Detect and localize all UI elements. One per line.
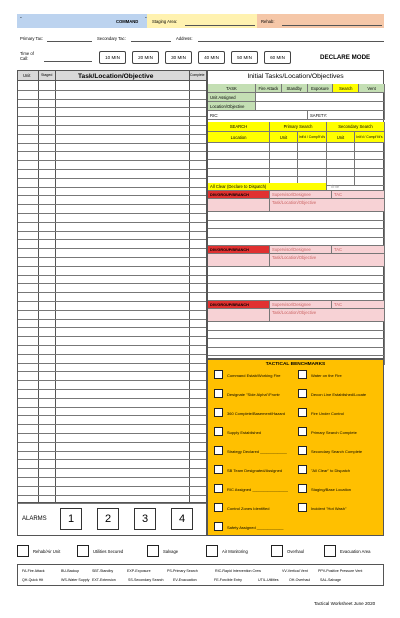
search-row (208, 160, 270, 169)
left-vline-2 (55, 71, 56, 502)
search-row (298, 143, 327, 152)
search-row (355, 143, 385, 152)
legend-item: PS-Primary Search (167, 569, 198, 573)
benchmark-checkbox[interactable] (214, 389, 223, 398)
checklist-checkbox[interactable] (271, 545, 283, 557)
checklist-checkbox[interactable] (206, 545, 218, 557)
legend-item: QH-Quick Hit (22, 578, 44, 582)
task-col-fire-attack: Fire Attack (256, 84, 282, 93)
div-row (208, 229, 385, 238)
table-row[interactable] (18, 486, 206, 487)
secondary-tac-line[interactable] (131, 41, 171, 42)
alarms-label: ALARMS (22, 516, 47, 522)
rehab-line[interactable] (282, 25, 382, 26)
search-row (298, 169, 327, 178)
timer-60-button[interactable]: 60 MIN (264, 51, 291, 64)
legend-item: WS-Water Supply (61, 578, 90, 582)
checklist-label: Overhaul (287, 549, 304, 554)
search-row (270, 143, 298, 152)
task-col-exposure: Exposure (308, 84, 334, 93)
div-row (208, 339, 385, 348)
benchmark-label: Supply Established (227, 430, 262, 435)
safety-cell: SAFETY: (308, 111, 385, 120)
table-row[interactable] (18, 266, 206, 267)
div-row (208, 212, 385, 221)
timer-30-button[interactable]: 30 MIN (165, 51, 192, 64)
staging-label: Staging Area: (152, 19, 178, 24)
checklist-label: Air Monitoring (222, 549, 248, 554)
div-blank (208, 199, 270, 212)
table-row[interactable] (18, 222, 206, 223)
table-row[interactable] (18, 433, 206, 434)
address-line[interactable] (198, 41, 384, 42)
task-col-search: Search (333, 84, 359, 93)
legend-item: OH-Overhaul (289, 578, 311, 582)
benchmark-checkbox[interactable] (298, 427, 307, 436)
benchmark-checkbox[interactable] (298, 370, 307, 379)
search-row (355, 169, 385, 178)
time-of-call-label: Time of Call: (20, 51, 34, 62)
table-row[interactable] (18, 90, 206, 91)
table-row[interactable] (18, 160, 206, 161)
table-row[interactable] (18, 143, 206, 144)
timer-40-button[interactable]: 40 MIN (198, 51, 225, 64)
all-clear: All Clear (Declare to Dispatch) (208, 183, 327, 191)
table-row[interactable] (18, 415, 206, 416)
left-vline-3 (189, 71, 190, 502)
benchmark-label: Control Zones Identified (227, 506, 270, 511)
legend-item: SS-Secondary Search (128, 578, 164, 582)
search-row (327, 169, 355, 178)
command-label: COMMAND (116, 19, 139, 24)
checklist-label: Rehab/Air Unit (33, 549, 61, 554)
location-objective-value (256, 102, 385, 111)
alarm-4-box[interactable]: 4 (171, 508, 193, 530)
legend-item: PPV-Positive Pressure Vent (318, 569, 363, 573)
div-row (208, 267, 385, 276)
div-row (208, 331, 385, 340)
legend-box (17, 564, 384, 586)
address-label: Address: (176, 36, 193, 41)
alarms-box (17, 503, 207, 536)
command-marker-2: " (145, 16, 147, 21)
tac-cell: TAC (332, 301, 385, 309)
table-row[interactable] (18, 459, 206, 460)
benchmarks-panel (207, 359, 384, 536)
table-row[interactable] (18, 248, 206, 249)
table-row[interactable] (18, 336, 206, 337)
table-row[interactable] (18, 292, 206, 293)
table-row[interactable] (18, 125, 206, 126)
benchmark-checkbox[interactable] (214, 427, 223, 436)
primary-unit: Unit (270, 132, 298, 143)
secondary-init: Init'd / Compl't'd's (355, 132, 385, 143)
alarm-3-box[interactable]: 3 (134, 508, 156, 530)
checklist-checkbox[interactable] (77, 545, 89, 557)
primary-search-header: Primary Search (270, 122, 327, 132)
search-row (298, 152, 327, 161)
secondary-unit: Unit (327, 132, 355, 143)
benchmark-label: Incident "Hot Wash" (311, 506, 347, 511)
alarm-2-box[interactable]: 2 (97, 508, 119, 530)
div-row (208, 322, 385, 331)
search-row (270, 169, 298, 178)
table-row[interactable] (18, 301, 206, 302)
div-row (208, 348, 385, 357)
benchmarks-title: TACTICAL BENCHMARKS (265, 362, 326, 367)
task-location-objective: Task/Location/Objective (270, 254, 385, 267)
legend-item: SBT-Standby (92, 569, 114, 573)
search-row (270, 152, 298, 161)
legend-item: RIC-Rapid Intervention Crew (215, 569, 261, 573)
benchmark-checkbox[interactable] (298, 408, 307, 417)
search-location: Location (208, 132, 270, 143)
table-row[interactable] (18, 169, 206, 170)
task-location-objective: Task/Location/Objective (270, 309, 385, 322)
col-complete: Complete (190, 73, 205, 77)
staging-line[interactable] (185, 25, 255, 26)
div-row (208, 238, 385, 247)
table-row[interactable] (18, 283, 206, 284)
div-group-branch: DIV/GROUP/BRANCH (208, 301, 270, 309)
table-row[interactable] (18, 398, 206, 399)
search-row (355, 152, 385, 161)
legend-item: EXT-Extension (92, 578, 116, 582)
supervisor-designee: Supervisor/Designee (270, 191, 332, 199)
supervisor-designee: Supervisor/Designee (270, 246, 332, 254)
benchmark-label: "All Clear" to Dispatch (311, 468, 351, 473)
search-row (355, 160, 385, 169)
primary-init: Init'd / Compl't'd's (298, 132, 327, 143)
table-row[interactable] (18, 380, 206, 381)
table-row[interactable] (18, 231, 206, 232)
benchmark-checkbox[interactable] (298, 389, 307, 398)
checklist-checkbox[interactable] (17, 545, 29, 557)
ric-cell: RIC: (208, 111, 308, 120)
search-row (208, 169, 270, 178)
table-row[interactable] (18, 363, 206, 364)
benchmark-label: Designate "Side Alpha"/Frontr (227, 392, 280, 397)
legend-item: FA-Fire Attack (22, 569, 45, 573)
initial-tasks-panel (207, 70, 384, 359)
col-unit: Unit (23, 73, 31, 78)
timer-10-button[interactable]: 10 MIN (99, 51, 126, 64)
benchmark-checkbox[interactable] (214, 484, 223, 493)
table-row[interactable] (18, 99, 206, 100)
unit-assigned-value (256, 93, 385, 102)
table-row[interactable] (18, 116, 206, 117)
rehab-label: Rehab: (261, 19, 275, 24)
initial-tasks-title: Initial Tasks/Location/Objectives (247, 73, 344, 80)
command-marker: " (20, 16, 22, 21)
alarm-1-box[interactable]: 1 (60, 508, 82, 530)
primary-tac-line[interactable] (47, 41, 92, 42)
div-row (208, 284, 385, 293)
all-clear-time: Time (327, 183, 385, 191)
search-header: SEARCH (208, 122, 270, 132)
benchmark-checkbox[interactable] (214, 370, 223, 379)
checklist-label: Salvage (163, 549, 179, 554)
table-row[interactable] (18, 310, 206, 311)
table-row[interactable] (18, 213, 206, 214)
search-row (208, 152, 270, 161)
benchmark-label: Fire Under Control (311, 411, 344, 416)
benchmark-label: 360 Complete/Basement/Hazard (227, 411, 286, 416)
legend-item: UTIL-Utilities (258, 578, 279, 582)
benchmark-checkbox[interactable] (214, 465, 223, 474)
tac-cell: TAC (332, 191, 385, 199)
search-row (327, 152, 355, 161)
primary-tac-label: Primary Tac: (20, 36, 44, 41)
checklist-checkbox[interactable] (147, 545, 159, 557)
tac-cell: TAC (332, 246, 385, 254)
unit-assigned: Unit Assigned (208, 93, 256, 102)
legend-item: EXP-Exposure (127, 569, 151, 573)
div-blank (208, 309, 270, 322)
div-row (208, 276, 385, 285)
legend-item: SAL-Salvage (320, 578, 341, 582)
benchmark-label: RIC Assigned ________________ (227, 487, 288, 492)
secondary-search-header: Secondary Search (327, 122, 385, 132)
benchmark-checkbox[interactable] (214, 408, 223, 417)
declare-mode[interactable]: DECLARE MODE (320, 54, 371, 61)
search-row (327, 160, 355, 169)
checklist-checkbox[interactable] (324, 545, 336, 557)
table-row[interactable] (18, 451, 206, 452)
search-row (270, 160, 298, 169)
secondary-tac-label: Secondary Tac: (97, 36, 126, 41)
search-row (327, 143, 355, 152)
benchmark-checkbox[interactable] (298, 484, 307, 493)
benchmark-label: Strategy Declared ____________ (227, 449, 287, 454)
task-location-objective: Task/Location/Objective (270, 199, 385, 212)
legend-item: VV-Vertical Vent (282, 569, 308, 573)
table-row[interactable] (18, 319, 206, 320)
div-group-branch: DIV/GROUP/BRANCH (208, 246, 270, 254)
table-row[interactable] (18, 275, 206, 276)
table-row[interactable] (18, 107, 206, 108)
table-row[interactable] (18, 495, 206, 496)
time-of-call-line[interactable] (44, 61, 92, 62)
location-objective: Location/Objective (208, 102, 256, 111)
timer-50-button[interactable]: 50 MIN (231, 51, 258, 64)
benchmark-checkbox[interactable] (214, 503, 223, 512)
col-staged: Staged (41, 73, 53, 77)
table-row[interactable] (18, 442, 206, 443)
checklist-label: Evacuation Area (340, 549, 371, 554)
table-row[interactable] (18, 327, 206, 328)
benchmark-checkbox[interactable] (214, 522, 223, 531)
search-row (298, 160, 327, 169)
div-blank (208, 254, 270, 267)
task-header: TASK (208, 84, 256, 93)
benchmark-label: SB Team Designated/Assigned (227, 468, 283, 473)
benchmark-checkbox[interactable] (298, 465, 307, 474)
benchmark-checkbox[interactable] (298, 446, 307, 455)
col-task: Task/Location/Objective (78, 73, 154, 80)
benchmark-label: Primary Search Complete (311, 430, 357, 435)
benchmark-checkbox[interactable] (214, 446, 223, 455)
table-row[interactable] (18, 187, 206, 188)
benchmark-label: Staging/Base Location (311, 487, 352, 492)
supervisor-designee: Supervisor/Designee (270, 301, 332, 309)
div-row (208, 221, 385, 230)
table-row[interactable] (18, 345, 206, 346)
div-group-branch: DIV/GROUP/BRANCH (208, 191, 270, 199)
table-row[interactable] (18, 178, 206, 179)
benchmark-label: Decon Line Established/Locate (311, 392, 367, 397)
checklist-label: Utilities Secured (93, 549, 124, 554)
table-row[interactable] (18, 151, 206, 152)
table-row[interactable] (18, 468, 206, 469)
div-row (208, 293, 385, 302)
table-row[interactable] (18, 195, 206, 196)
footer-label: Tactical Worksheet June 2020 (314, 601, 376, 606)
search-row (208, 143, 270, 152)
unit-task-table (17, 70, 207, 503)
table-row[interactable] (18, 424, 206, 425)
benchmark-checkbox[interactable] (298, 503, 307, 512)
table-row[interactable] (18, 204, 206, 205)
legend-item: BU-Backup (61, 569, 80, 573)
benchmark-label: Secondary Search Complete (311, 449, 363, 454)
benchmark-label: Safety Assigned ____________ (227, 525, 284, 530)
timer-20-button[interactable]: 20 MIN (132, 51, 159, 64)
task-col-vent: Vent (359, 84, 385, 93)
table-row[interactable] (18, 477, 206, 478)
table-row[interactable] (18, 371, 206, 372)
table-row[interactable] (18, 257, 206, 258)
left-vline-1 (38, 71, 39, 502)
benchmark-label: Water on the Fire (311, 373, 342, 378)
table-row[interactable] (18, 134, 206, 135)
legend-item: FE-Forcible Entry (214, 578, 242, 582)
table-row[interactable] (18, 389, 206, 390)
benchmark-label: Command Estab/Working Fire (227, 373, 281, 378)
table-row[interactable] (18, 407, 206, 408)
table-row[interactable] (18, 354, 206, 355)
legend-item: EV-Evacuation (173, 578, 197, 582)
table-row[interactable] (18, 239, 206, 240)
task-col-standby: Standby (282, 84, 308, 93)
